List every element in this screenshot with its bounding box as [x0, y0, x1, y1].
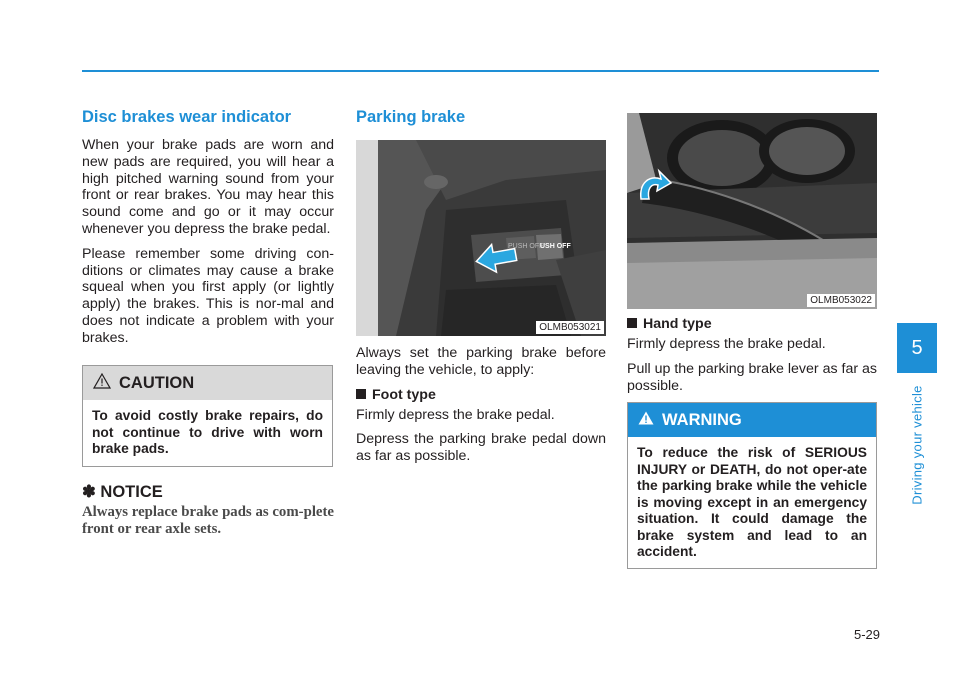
- warning-title: WARNING: [662, 410, 742, 429]
- caution-title: CAUTION: [119, 373, 195, 392]
- disc-brakes-section: [82, 108, 334, 355]
- square-bullet-icon: [627, 318, 637, 328]
- hand-type-paragraph-1: Firmly depress the brake pedal.: [627, 336, 826, 352]
- hand-type-title: Hand type: [643, 316, 712, 332]
- warning-header: [628, 403, 876, 437]
- disc-brakes-paragraph-1: When your brake pads are worn and new pads are required, you will hear a high pitched warning sound from your front or rear brakes. You may hear this sound come and go or it may occur whenever you depress the brake pedal.: [82, 137, 334, 237]
- warning-body: To reduce the risk of SERIOUS INJURY or DEATH, do not oper-ate the parking brake while the vehicle is moving except in an emergency situation. It could damage the brake system and lead to an accident.: [637, 445, 867, 559]
- chapter-side-label: [897, 380, 937, 510]
- photo-label-push-off-right: USH OFF: [540, 243, 571, 250]
- parking-brake-title: Parking brake: [356, 108, 466, 126]
- caution-body: To avoid costly brake repairs, do not continue to drive with worn brake pads.: [92, 408, 323, 456]
- foot-type-paragraph-1: Firmly depress the brake pedal.: [356, 406, 555, 423]
- hand-type-heading: [627, 316, 877, 332]
- photo-label-push-off-left: PUSH OFF: [508, 243, 544, 250]
- disc-brakes-title: Disc brakes wear indicator: [82, 108, 292, 126]
- foot-type-title: Foot type: [372, 386, 436, 403]
- hand-type-section: [627, 316, 877, 402]
- photo1-code: OLMB053021: [536, 321, 604, 334]
- hand-parking-brake-photo: [627, 113, 877, 309]
- page-number: 5-29: [853, 627, 880, 642]
- foot-parking-brake-photo: [356, 140, 606, 336]
- warning-triangle-icon: [638, 411, 654, 430]
- caution-box: [82, 365, 333, 467]
- notice-title: ✽ NOTICE: [82, 483, 163, 501]
- photo2-code: OLMB053022: [807, 294, 875, 307]
- square-bullet-icon: [356, 389, 366, 399]
- top-rule: [82, 70, 879, 72]
- warning-box: [627, 402, 877, 569]
- disc-brakes-paragraph-2: Please remember some driving con-ditions or climates may cause a brake squeal when you first apply (or lightly apply) the brakes. This is nor-mal and does not indicate a problem with your brakes.: [82, 245, 334, 346]
- chapter-tab: 5: [897, 323, 937, 373]
- foot-type-paragraph-2: Depress the parking brake pedal down as far as possible.: [356, 431, 606, 465]
- caution-triangle-icon: [93, 373, 111, 394]
- parking-intro: Always set the parking brake before leaving the vehicle, to apply:: [356, 345, 606, 378]
- foot-type-heading: [356, 387, 606, 403]
- parking-brake-text: [356, 345, 606, 473]
- parking-brake-section: [356, 108, 606, 137]
- chapter-label: Driving your vehicle: [909, 385, 925, 505]
- caution-header: [83, 366, 332, 400]
- notice-body: Always replace brake pads as com-plete front or rear axle sets.: [82, 504, 334, 537]
- hand-type-paragraph-2: Pull up the parking brake lever as far as possible.: [627, 360, 877, 394]
